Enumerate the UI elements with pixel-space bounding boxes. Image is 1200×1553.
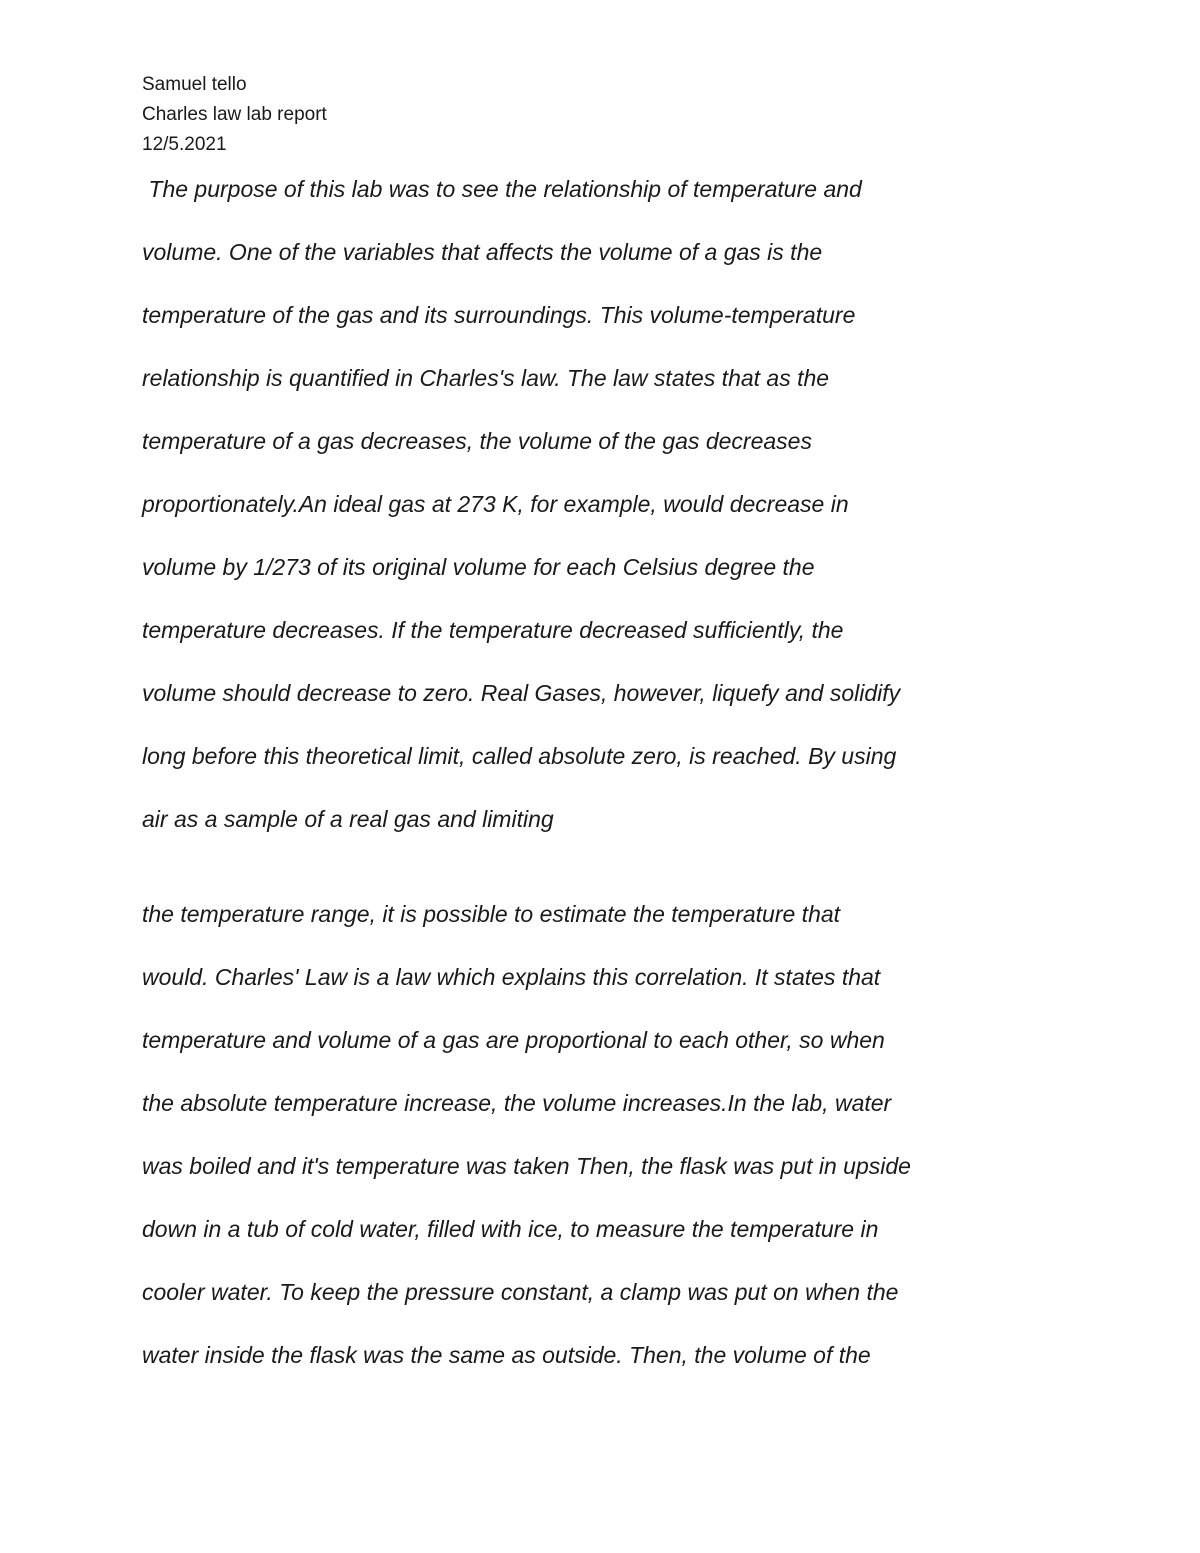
paragraph-line: relationship is quantified in Charles's law. The law states that as the	[142, 365, 830, 391]
paragraph-line: air as a sample of a real gas and limiting	[142, 806, 554, 832]
paragraph-2	[142, 883, 911, 1387]
report-title: Charles law lab report	[142, 104, 327, 125]
paragraph-line: the absolute temperature increase, the volume increases.In the lab, water	[142, 1090, 892, 1116]
paragraph-line: down in a tub of cold water, filled with ice, to measure the temperature in	[142, 1216, 879, 1242]
report-date: 12/5.2021	[142, 134, 227, 155]
author-name: Samuel tello	[142, 74, 247, 95]
paragraph-line: temperature and volume of a gas are proportional to each other, so when	[142, 1027, 885, 1053]
paragraph-line: cooler water. To keep the pressure constant, a clamp was put on when the	[142, 1279, 899, 1305]
paragraph-line: the temperature range, it is possible to estimate the temperature that	[142, 901, 841, 927]
paragraph-line: volume. One of the variables that affects the volume of a gas is the	[142, 239, 823, 265]
paragraph-line: temperature of a gas decreases, the volume of the gas decreases	[142, 428, 812, 454]
paragraph-line: temperature of the gas and its surroundings. This volume-temperature	[142, 302, 856, 328]
paragraph-line: proportionately.An ideal gas at 273 K, for example, would decrease in	[142, 491, 849, 517]
paragraph-line: temperature decreases. If the temperature decreased sufficiently, the	[142, 617, 844, 643]
paragraph-1	[142, 158, 900, 851]
paragraph-line: The purpose of this lab was to see the relationship of temperature and	[142, 176, 862, 202]
document-header	[142, 70, 327, 160]
paragraph-line: volume by 1/273 of its original volume for each Celsius degree the	[142, 554, 815, 580]
paragraph-line: water inside the flask was the same as outside. Then, the volume of the	[142, 1342, 871, 1368]
paragraph-line: long before this theoretical limit, called absolute zero, is reached. By using	[142, 743, 897, 769]
paragraph-line: volume should decrease to zero. Real Gases, however, liquefy and solidify	[142, 680, 901, 706]
paragraph-line: would. Charles' Law is a law which explains this correlation. It states that	[142, 964, 881, 990]
paragraph-line: was boiled and it's temperature was taken Then, the flask was put in upside	[142, 1153, 911, 1179]
